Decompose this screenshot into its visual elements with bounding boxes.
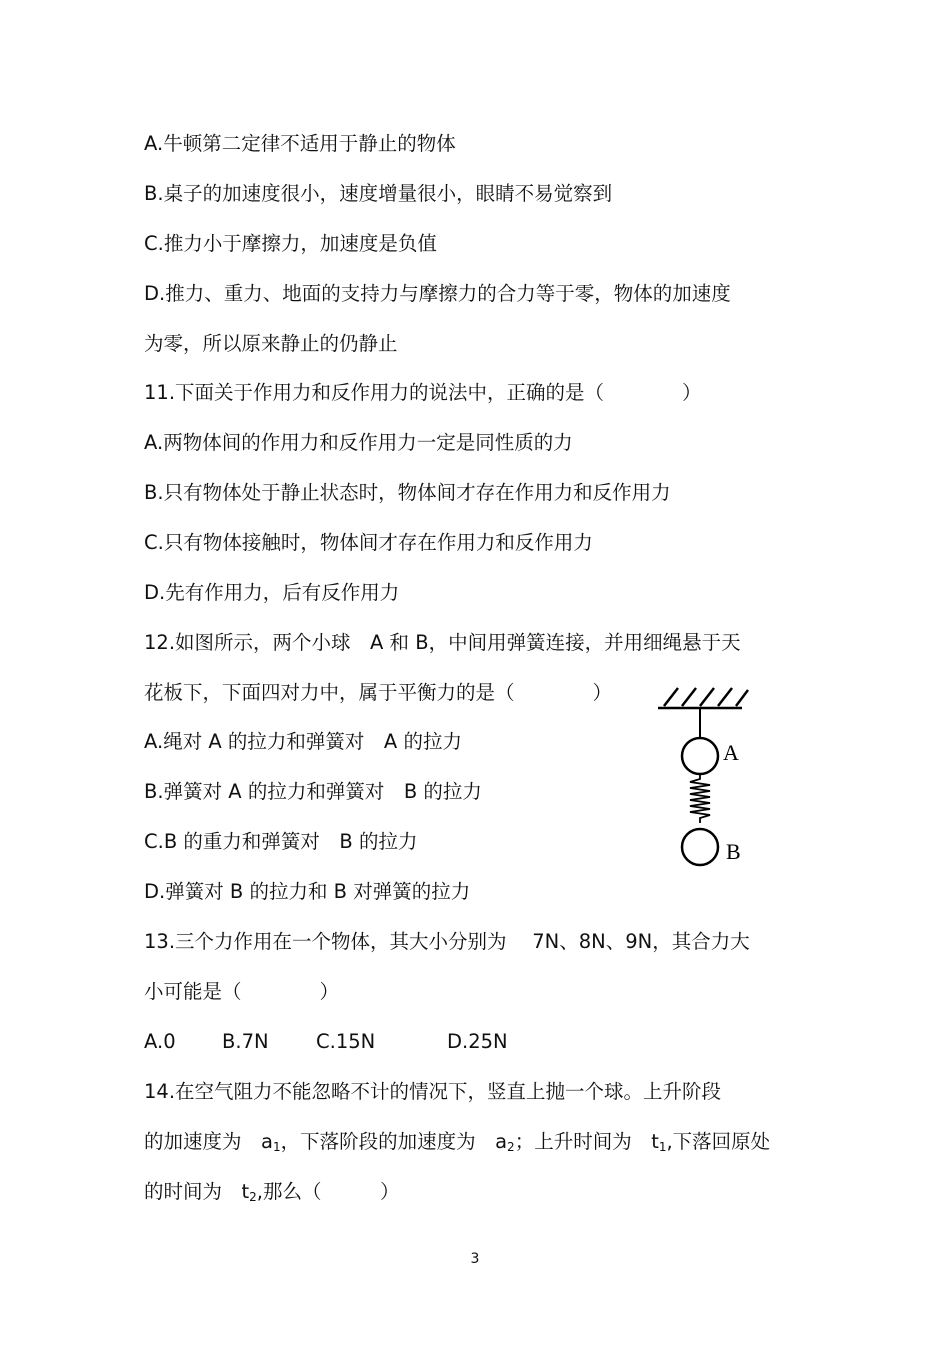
q10-option-d-cont: 为零，所以原来静止的仍静止 xyxy=(144,332,398,355)
q13-option-a: A.0 xyxy=(144,1030,176,1053)
q11-option-b: B.只有物体处于静止状态时，物体间才存在作用力和反作用力 xyxy=(144,481,671,504)
ball-a xyxy=(682,738,718,774)
q10-option-d: D.推力、重力、地面的支持力与摩擦力的合力等于零，物体的加速度 xyxy=(144,282,731,305)
q10-option-c: C.推力小于摩擦力，加速度是负值 xyxy=(144,232,437,255)
q14-stem-line2: 的加速度为 $a_1$，下落阶段的加速度为 $a_2$；上升时间为 $t_1$,下落回原处 xyxy=(144,1130,771,1154)
q12-stem: 12.如图所示，两个小球 A 和 B，中间用弹簧连接，并用细绳悬于天 xyxy=(144,631,741,654)
ball-b xyxy=(682,829,718,865)
q13-stem-cont: 小可能是（ ） xyxy=(144,980,340,1003)
q13-option-d: D.25N xyxy=(447,1030,508,1053)
spring-balls-figure xyxy=(650,682,760,872)
label-b: B xyxy=(726,839,741,864)
page-number: 3 xyxy=(470,1251,480,1267)
q13-options xyxy=(144,1030,564,1054)
q10-option-a: A.牛顿第二定律不适用于静止的物体 xyxy=(144,132,456,155)
q14-stem-line3: 的时间为 $t_2$,那么（ ） xyxy=(144,1180,400,1204)
q12-stem-cont: 花板下，下面四对力中，属于平衡力的是（ ） xyxy=(144,681,613,704)
q10-option-b: B.桌子的加速度很小，速度增量很小，眼睛不易觉察到 xyxy=(144,182,613,205)
q12-option-b: B.弹簧对 A 的拉力和弹簧对 B 的拉力 xyxy=(144,780,482,803)
q13-option-b: B.7N xyxy=(222,1030,269,1053)
q13-option-c: C.15N xyxy=(316,1030,376,1053)
q12-option-c: C.B 的重力和弹簧对 B 的拉力 xyxy=(144,830,418,853)
q14-stem: 14.在空气阻力不能忽略不计的情况下，竖直上抛一个球。上升阶段 xyxy=(144,1080,722,1103)
label-a: A xyxy=(723,740,739,765)
q11-option-d: D.先有作用力，后有反作用力 xyxy=(144,581,400,604)
q11-option-c: C.只有物体接触时，物体间才存在作用力和反作用力 xyxy=(144,531,593,554)
q11-option-a: A.两物体间的作用力和反作用力一定是同性质的力 xyxy=(144,431,573,454)
q12-option-a: A.绳对 A 的拉力和弹簧对 A 的拉力 xyxy=(144,730,462,753)
ceiling xyxy=(658,688,748,708)
q12-option-d: D.弹簧对 B 的拉力和 B 对弹簧的拉力 xyxy=(144,880,471,903)
spring xyxy=(690,774,710,823)
q13-stem: 13.三个力作用在一个物体，其大小分别为 7N、8N、9N，其合力大 xyxy=(144,930,750,953)
q11-stem: 11.下面关于作用力和反作用力的说法中，正确的是（ ） xyxy=(144,381,702,404)
